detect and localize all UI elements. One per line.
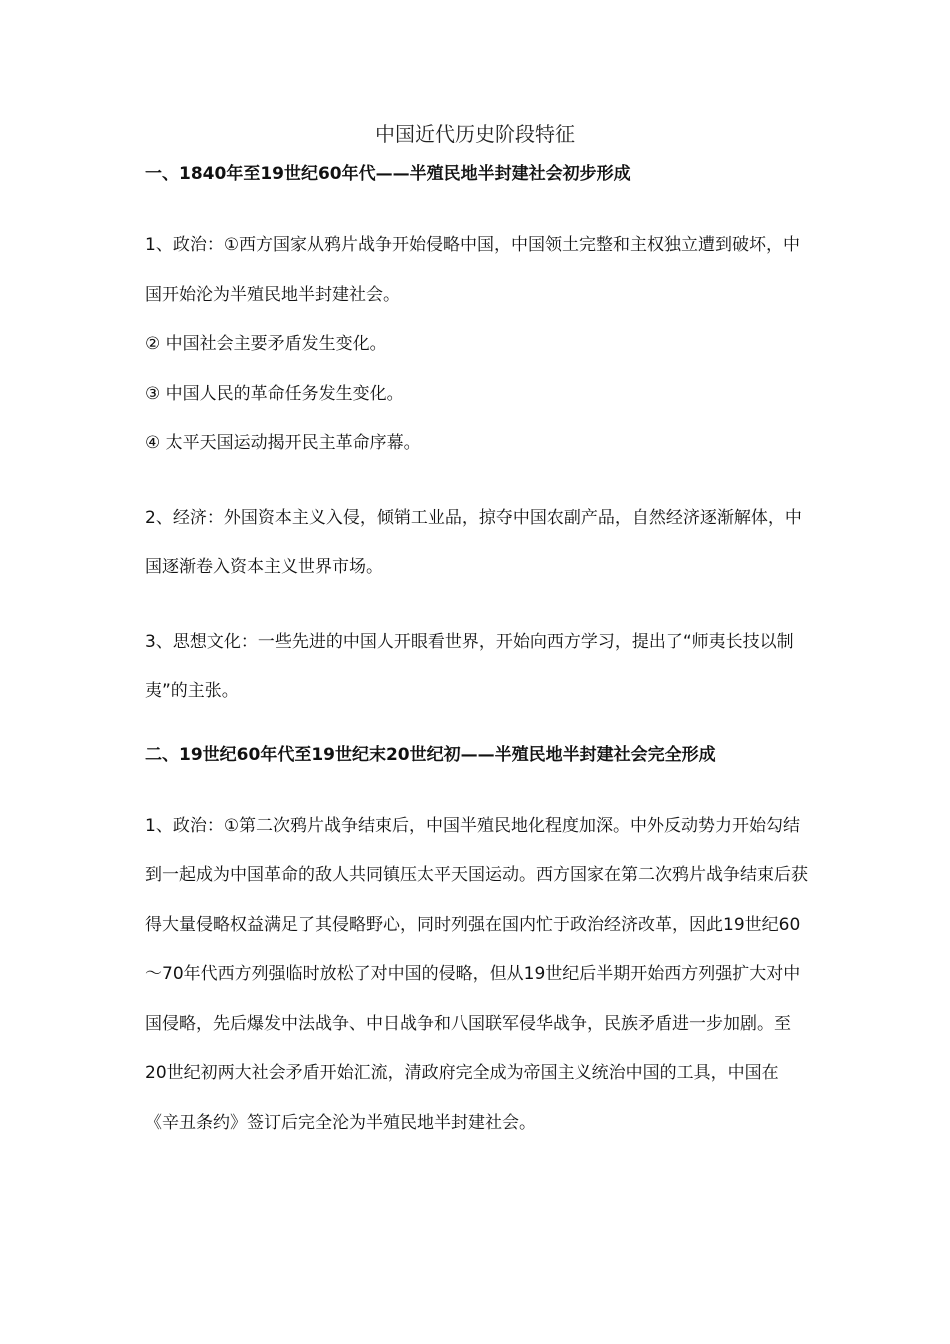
spacer [145, 469, 810, 494]
section-1-politics-item-4: ④ 太平天国运动揭开民主革命序幕。 [145, 433, 421, 453]
section-1-economy: 2、经济：外国资本主义入侵，倾销工业品，掠夺中国农副产品，自然经济逐渐解体，中国逐渐卷入资本主义世界市场。 [145, 507, 802, 577]
section-1-politics: 1、政治：①西方国家从鸦片战争开始侵略中国，中国领土完整和主权独立遭到破坏，中国开始沦为半殖民地半封建社会。 [145, 235, 801, 305]
section-2-heading: 二、19世纪60年代至19世纪末20世纪初——半殖民地半封建社会完全形成 [145, 744, 716, 765]
section-1-culture: 3、思想文化：一些先进的中国人开眼看世界，开始向西方学习，提出了“师夷长技以制夷”的主张。 [145, 631, 794, 701]
document-body [145, 156, 810, 1148]
section-1-politics-item-2: ② 中国社会主要矛盾发生变化。 [145, 334, 387, 354]
section-1-heading: 一、1840年至19世纪60年代——半殖民地半封建社会初步形成 [145, 164, 631, 184]
document-title: 中国近代历史阶段特征 [375, 122, 575, 146]
spacer [145, 717, 810, 737]
spacer [145, 593, 810, 618]
spacer [145, 773, 810, 802]
section-2-politics: 1、政治：①第二次鸦片战争结束后，中国半殖民地化程度加深。中外反动势力开始勾结到一起成为中国革命的敌人共同镇压太平天国运动。西方国家在第二次鸦片战争结束后获得大量侵略权益满足了其侵略野心，同时列强在国内忙于政治经济改革，因此19世纪60～70年代西方列强临时放松了对中国的侵略，但从19世纪后半期开始西方列强扩大对中国侵略，先后爆发中法战争、中日战争和八国联军侵华战争，民族矛盾进一步加剧。至20世纪初两大社会矛盾开始汇流，清政府完全成为帝国主义统治中国的工具，中国在《辛丑条约》签订后完全沦为半殖民地半封建社会。 [145, 815, 808, 1133]
section-1-politics-item-3: ③ 中国人民的革命任务发生变化。 [145, 383, 404, 404]
spacer [145, 192, 810, 221]
